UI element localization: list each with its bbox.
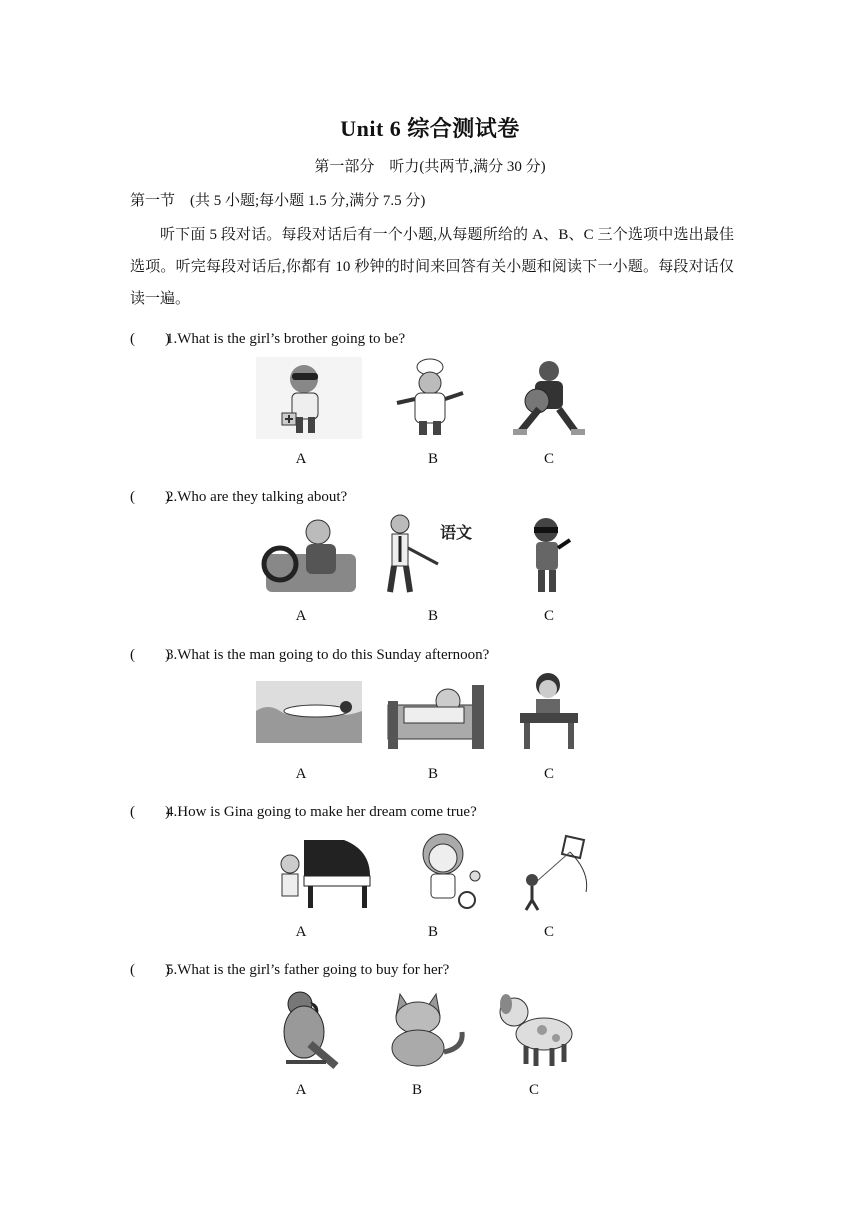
question-3 xyxy=(130,643,489,664)
answer-bracket[interactable]: ( ) xyxy=(130,331,170,347)
option-label: B xyxy=(427,451,438,467)
tennis-icon xyxy=(395,830,501,912)
option-label: A xyxy=(295,451,307,467)
kite-icon xyxy=(508,830,614,912)
question-text: 1.What is the girl’s brother going to be? xyxy=(166,331,406,347)
question-2 xyxy=(130,485,347,506)
question-text: 2.Who are they talking about? xyxy=(166,489,348,505)
option-label: A xyxy=(295,608,307,624)
option-label: B xyxy=(411,1082,422,1098)
cook-icon xyxy=(375,357,481,439)
option-label: C xyxy=(543,924,554,940)
teacher-icon xyxy=(378,514,484,596)
answer-bracket[interactable]: ( ) xyxy=(130,489,170,505)
option-label: B xyxy=(427,766,438,782)
option-label: B xyxy=(427,608,438,624)
piano-icon xyxy=(274,830,380,912)
studying-icon xyxy=(510,671,616,753)
option-label: C xyxy=(528,1082,539,1098)
option-label: B xyxy=(427,924,438,940)
question-text: 5.What is the girl’s father going to buy for her? xyxy=(166,962,450,978)
option-label: C xyxy=(543,451,554,467)
answer-bracket[interactable]: ( ) xyxy=(130,647,170,663)
part-heading: 第一部分 听力(共两节,满分 30 分) xyxy=(314,159,546,175)
driver-icon xyxy=(256,514,362,596)
option-label: C xyxy=(543,608,554,624)
sleeping-icon xyxy=(384,671,490,753)
question-1 xyxy=(130,327,405,348)
question-text: 3.What is the man going to do this Sunday afternoon? xyxy=(166,647,490,663)
option-label: A xyxy=(295,924,307,940)
instructions: 听下面 5 段对话。每段对话后有一个小题,从每题所给的 A、B、C 三个选项中选出最佳选项。听完每段对话后,你都有 10 秒钟的时间来回答有关小题和阅读下一小题。每段对话仅读一遍。 xyxy=(130,227,734,307)
basketball-player-icon xyxy=(497,357,603,439)
swimming-icon xyxy=(256,671,362,753)
page-title: Unit 6 综合测试卷 xyxy=(340,116,520,141)
dog-icon xyxy=(486,988,592,1070)
question-text: 4.How is Gina going to make her dream come true? xyxy=(166,804,477,820)
option-label: A xyxy=(295,1082,307,1098)
answer-bracket[interactable]: ( ) xyxy=(130,804,170,820)
question-4 xyxy=(130,800,477,821)
question-5 xyxy=(130,958,449,979)
singer-icon xyxy=(500,514,606,596)
parrot-icon xyxy=(256,988,362,1070)
section-heading: 第一节 (共 5 小题;每小题 1.5 分,满分 7.5 分) xyxy=(130,193,426,209)
cat-icon xyxy=(366,988,472,1070)
option-label: A xyxy=(295,766,307,782)
doctor-icon xyxy=(256,357,362,439)
teacher-board-text: 语文 xyxy=(440,523,473,542)
option-label: C xyxy=(543,766,554,782)
answer-bracket[interactable]: ( ) xyxy=(130,962,170,978)
